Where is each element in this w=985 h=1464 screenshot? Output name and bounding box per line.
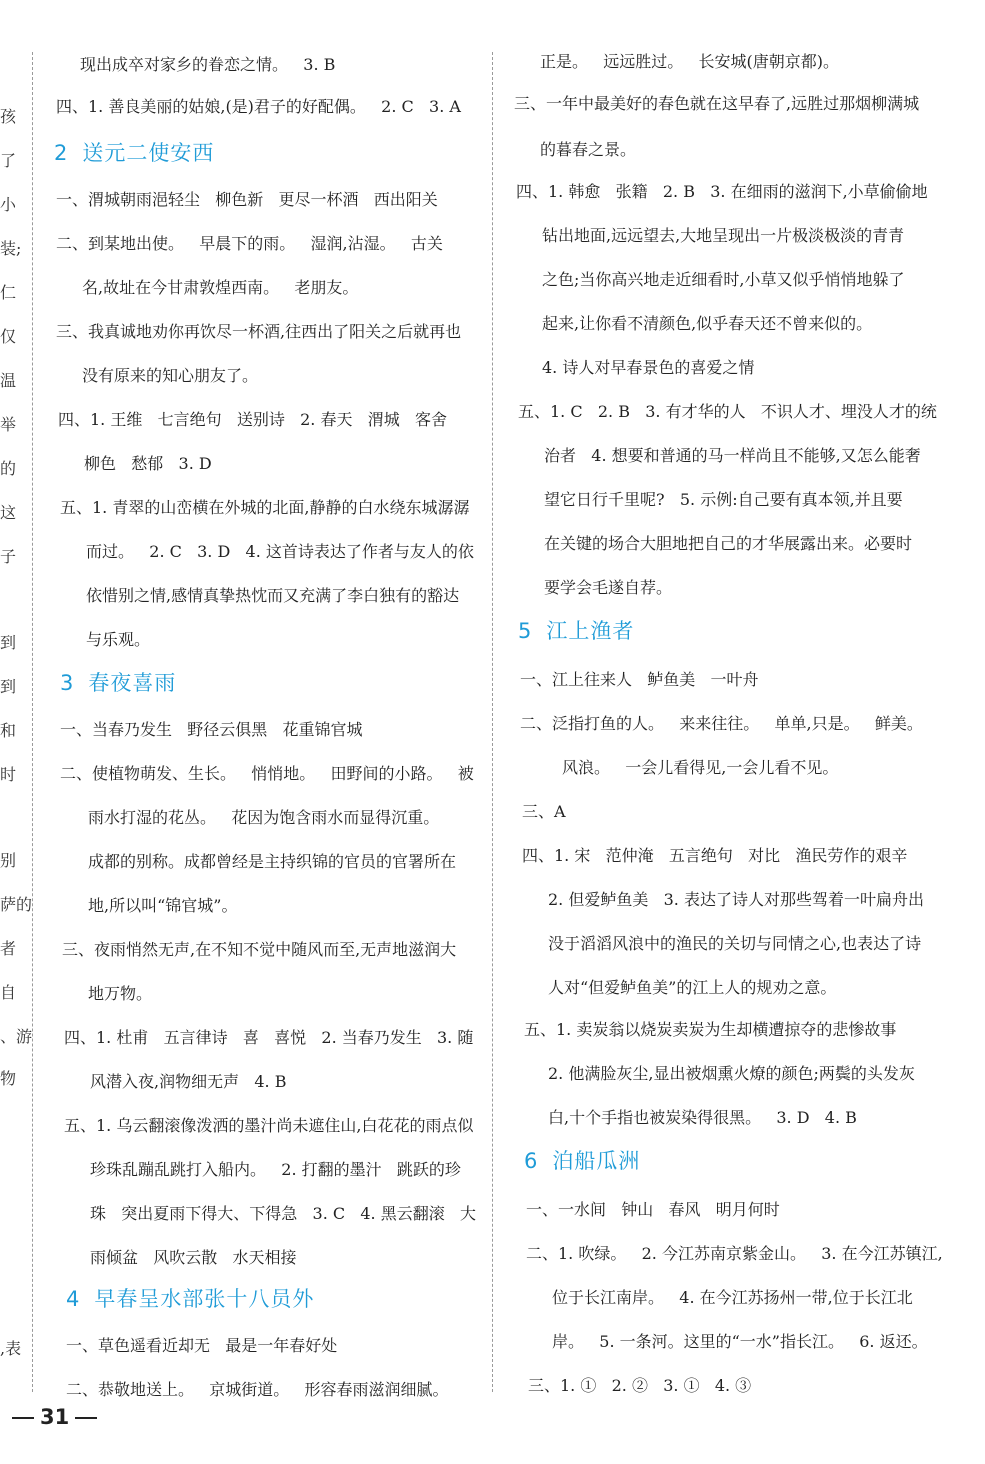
page-number-dash-left	[12, 1417, 34, 1419]
answer-line: 2. 他满脸灰尘,显出被烟熏火燎的颜色;两鬓的头发灰	[548, 1064, 915, 1083]
answer-line: 五、1. C 2. B 3. 有才华的人 不识人才、埋没人才的统	[518, 402, 937, 421]
answer-line: 4. 诗人对早春景色的喜爱之情	[542, 358, 755, 377]
answer-line: 柳色 愁郁 3. D	[84, 454, 212, 473]
answer-line: 要学会毛遂自荐。	[544, 578, 673, 597]
answer-line: 成都的别称。成都曾经是主持织锦的官员的官署所在	[88, 852, 457, 871]
answer-line: 四、1. 王维 七言绝句 送别诗 2. 春天 渭城 客舍	[58, 410, 447, 429]
answer-line: 二、泛指打鱼的人。 来来往往。 单单,只是。 鲜美。	[520, 714, 923, 733]
section-number: 6	[524, 1149, 539, 1173]
previous-page-edge	[0, 0, 33, 1464]
section-title: 泊船瓜洲	[552, 1149, 641, 1173]
edge-fragment: 举	[0, 415, 17, 434]
answer-line: 的暮春之景。	[540, 140, 637, 159]
answer-line: 起来,让你看不清颜色,似乎春天还不曾来似的。	[542, 314, 873, 333]
answer-line: 治者 4. 想要和普通的马一样尚且不能够,又怎么能奢	[544, 446, 921, 465]
answer-line: 现出成卒对家乡的眷恋之情。 3. B	[80, 55, 336, 74]
section-number: 5	[518, 619, 533, 643]
edge-fragment: 者	[0, 939, 17, 958]
answer-line: 雨水打湿的花丛。 花因为饱含雨水而显得沉重。	[88, 808, 440, 827]
answer-line: 与乐观。	[86, 630, 151, 649]
edge-fragment: 到	[0, 677, 17, 696]
answer-line: 四、1. 杜甫 五言律诗 喜 喜悦 2. 当春乃发生 3. 随	[64, 1028, 474, 1047]
answer-line: 没于滔滔风浪中的渔民的关切与同情之心,也表达了诗	[548, 934, 922, 953]
section-heading	[54, 140, 214, 166]
edge-fragment: 这	[0, 503, 17, 522]
edge-fragment: 萨的	[0, 895, 33, 914]
answer-line: 五、1. 卖炭翁以烧炭卖炭为生却横遭掠夺的悲惨故事	[524, 1020, 897, 1039]
answer-line: 一、江上往来人 鲈鱼美 一叶舟	[520, 670, 759, 689]
answer-line: 二、使植物萌发、生长。 悄悄地。 田野间的小路。 被	[60, 764, 474, 783]
answer-line: 风潜入夜,润物细无声 4. B	[90, 1072, 287, 1091]
edge-fragment: ,表	[0, 1339, 22, 1358]
edge-fragment: 自	[0, 983, 17, 1002]
answer-line: 在关键的场合大胆地把自己的才华展露出来。必要时	[544, 534, 913, 553]
answer-line: 地万物。	[88, 984, 153, 1003]
answer-line: 没有原来的知心朋友了。	[82, 366, 259, 385]
edge-fragment: 小	[0, 195, 17, 214]
edge-fragment: 、游	[0, 1027, 33, 1046]
answer-line: 一、当春乃发生 野径云俱黑 花重锦官城	[60, 720, 363, 739]
answer-line: 三、A	[522, 802, 566, 821]
answer-line: 四、1. 韩愈 张籍 2. B 3. 在细雨的滋润下,小草偷偷地	[516, 182, 928, 201]
section-title: 早春呈水部张十八员外	[94, 1287, 315, 1311]
answer-line: 五、1. 青翠的山峦横在外城的北面,静静的白水绕东城潺潺	[60, 498, 470, 517]
section-heading	[60, 670, 176, 696]
answer-line: 之色;当你高兴地走近细看时,小草又似乎悄悄地躲了	[542, 270, 905, 289]
answer-line: 位于长江南岸。 4. 在今江苏扬州一带,位于长江北	[552, 1288, 913, 1307]
answer-line: 三、一年中最美好的春色就在这早春了,远胜过那烟柳满城	[514, 94, 920, 113]
edge-fragment: 到	[0, 633, 17, 652]
answer-line: 人对“但爱鲈鱼美”的江上人的规劝之意。	[548, 978, 837, 997]
edge-fragment: 仁	[0, 283, 17, 302]
answer-line: 2. 但爱鲈鱼美 3. 表达了诗人对那些驾着一叶扁舟出	[548, 890, 924, 909]
answer-line: 风浪。 一会儿看得见,一会儿看不见。	[562, 758, 839, 777]
answer-line: 而过。 2. C 3. D 4. 这首诗表达了作者与友人的依	[86, 542, 474, 561]
answer-line: 一、一水间 钟山 春风 明月何时	[526, 1200, 780, 1219]
edge-fragment: 装;	[0, 239, 22, 258]
page-number	[6, 1405, 103, 1429]
column-divider-center	[492, 52, 493, 1392]
answer-line: 岸。 5. 一条河。这里的“一水”指长江。 6. 返还。	[552, 1332, 928, 1351]
answer-line: 依惜别之情,感情真挚热忱而又充满了李白独有的豁达	[86, 586, 460, 605]
answer-line: 白,十个手指也被炭染得很黑。 3. D 4. B	[548, 1108, 857, 1127]
answer-line: 四、1. 善良美丽的姑娘,(是)君子的好配偶。 2. C 3. A	[56, 97, 461, 116]
answer-line: 一、草色遥看近却无 最是一年春好处	[66, 1336, 338, 1355]
page-number-dash-right	[75, 1417, 97, 1419]
column-divider-left	[32, 52, 33, 1392]
answer-line: 珠 突出夏雨下得大、下得急 3. C 4. 黑云翻滚 大	[90, 1204, 476, 1223]
answer-line: 三、我真诚地劝你再饮尽一杯酒,往西出了阳关之后就再也	[56, 322, 462, 341]
section-number: 4	[66, 1287, 81, 1311]
answer-line: 一、渭城朝雨浥轻尘 柳色新 更尽一杯酒 西出阳关	[56, 190, 438, 209]
answer-line: 三、1. ① 2. ② 3. ① 4. ③	[528, 1376, 752, 1395]
section-title: 春夜喜雨	[88, 671, 177, 695]
answer-line: 地,所以叫“锦官城”。	[88, 896, 238, 915]
section-heading	[518, 618, 634, 644]
answer-line: 钻出地面,远远望去,大地呈现出一片极淡极淡的青青	[542, 226, 905, 245]
edge-fragment: 子	[0, 547, 17, 566]
edge-fragment: 温	[0, 371, 17, 390]
edge-fragment: 和	[0, 721, 17, 740]
section-heading	[66, 1286, 314, 1312]
answer-line: 二、到某地出使。 早晨下的雨。 湿润,沾湿。 古关	[56, 234, 443, 253]
edge-fragment: 仅	[0, 327, 17, 346]
edge-fragment: 了	[0, 151, 17, 170]
answer-line: 正是。 远远胜过。 长安城(唐朝京都)。	[540, 52, 840, 71]
answer-line: 二、1. 吹绿。 2. 今江苏南京紫金山。 3. 在今江苏镇江,	[526, 1244, 943, 1263]
answer-line: 三、夜雨悄然无声,在不知不觉中随风而至,无声地滋润大	[62, 940, 457, 959]
answer-line: 名,故址在今甘肃敦煌西南。 老朋友。	[82, 278, 359, 297]
edge-fragment: 孩	[0, 107, 17, 126]
answer-line: 五、1. 乌云翻滚像泼洒的墨汁尚未遮住山,白花花的雨点似	[64, 1116, 474, 1135]
page-number-text: 31	[40, 1405, 70, 1429]
edge-fragment: 物	[0, 1069, 17, 1088]
answer-line: 雨倾盆 风吹云散 水天相接	[90, 1248, 297, 1267]
answer-line: 二、恭敬地送上。 京城街道。 形容春雨滋润细腻。	[66, 1380, 449, 1399]
edge-fragment: 时	[0, 765, 17, 784]
section-title: 送元二使安西	[82, 141, 215, 165]
edge-fragment: 的	[0, 459, 17, 478]
answer-line: 四、1. 宋 范仲淹 五言绝句 对比 渔民劳作的艰辛	[522, 846, 908, 865]
edge-fragment: 别	[0, 851, 17, 870]
section-title: 江上渔者	[546, 619, 635, 643]
section-number: 2	[54, 141, 69, 165]
section-number: 3	[60, 671, 75, 695]
section-heading	[524, 1148, 640, 1174]
answer-line: 望它日行千里呢? 5. 示例:自己要有真本领,并且要	[544, 490, 903, 509]
answer-line: 珍珠乱蹦乱跳打入船内。 2. 打翻的墨汁 跳跃的珍	[90, 1160, 461, 1179]
